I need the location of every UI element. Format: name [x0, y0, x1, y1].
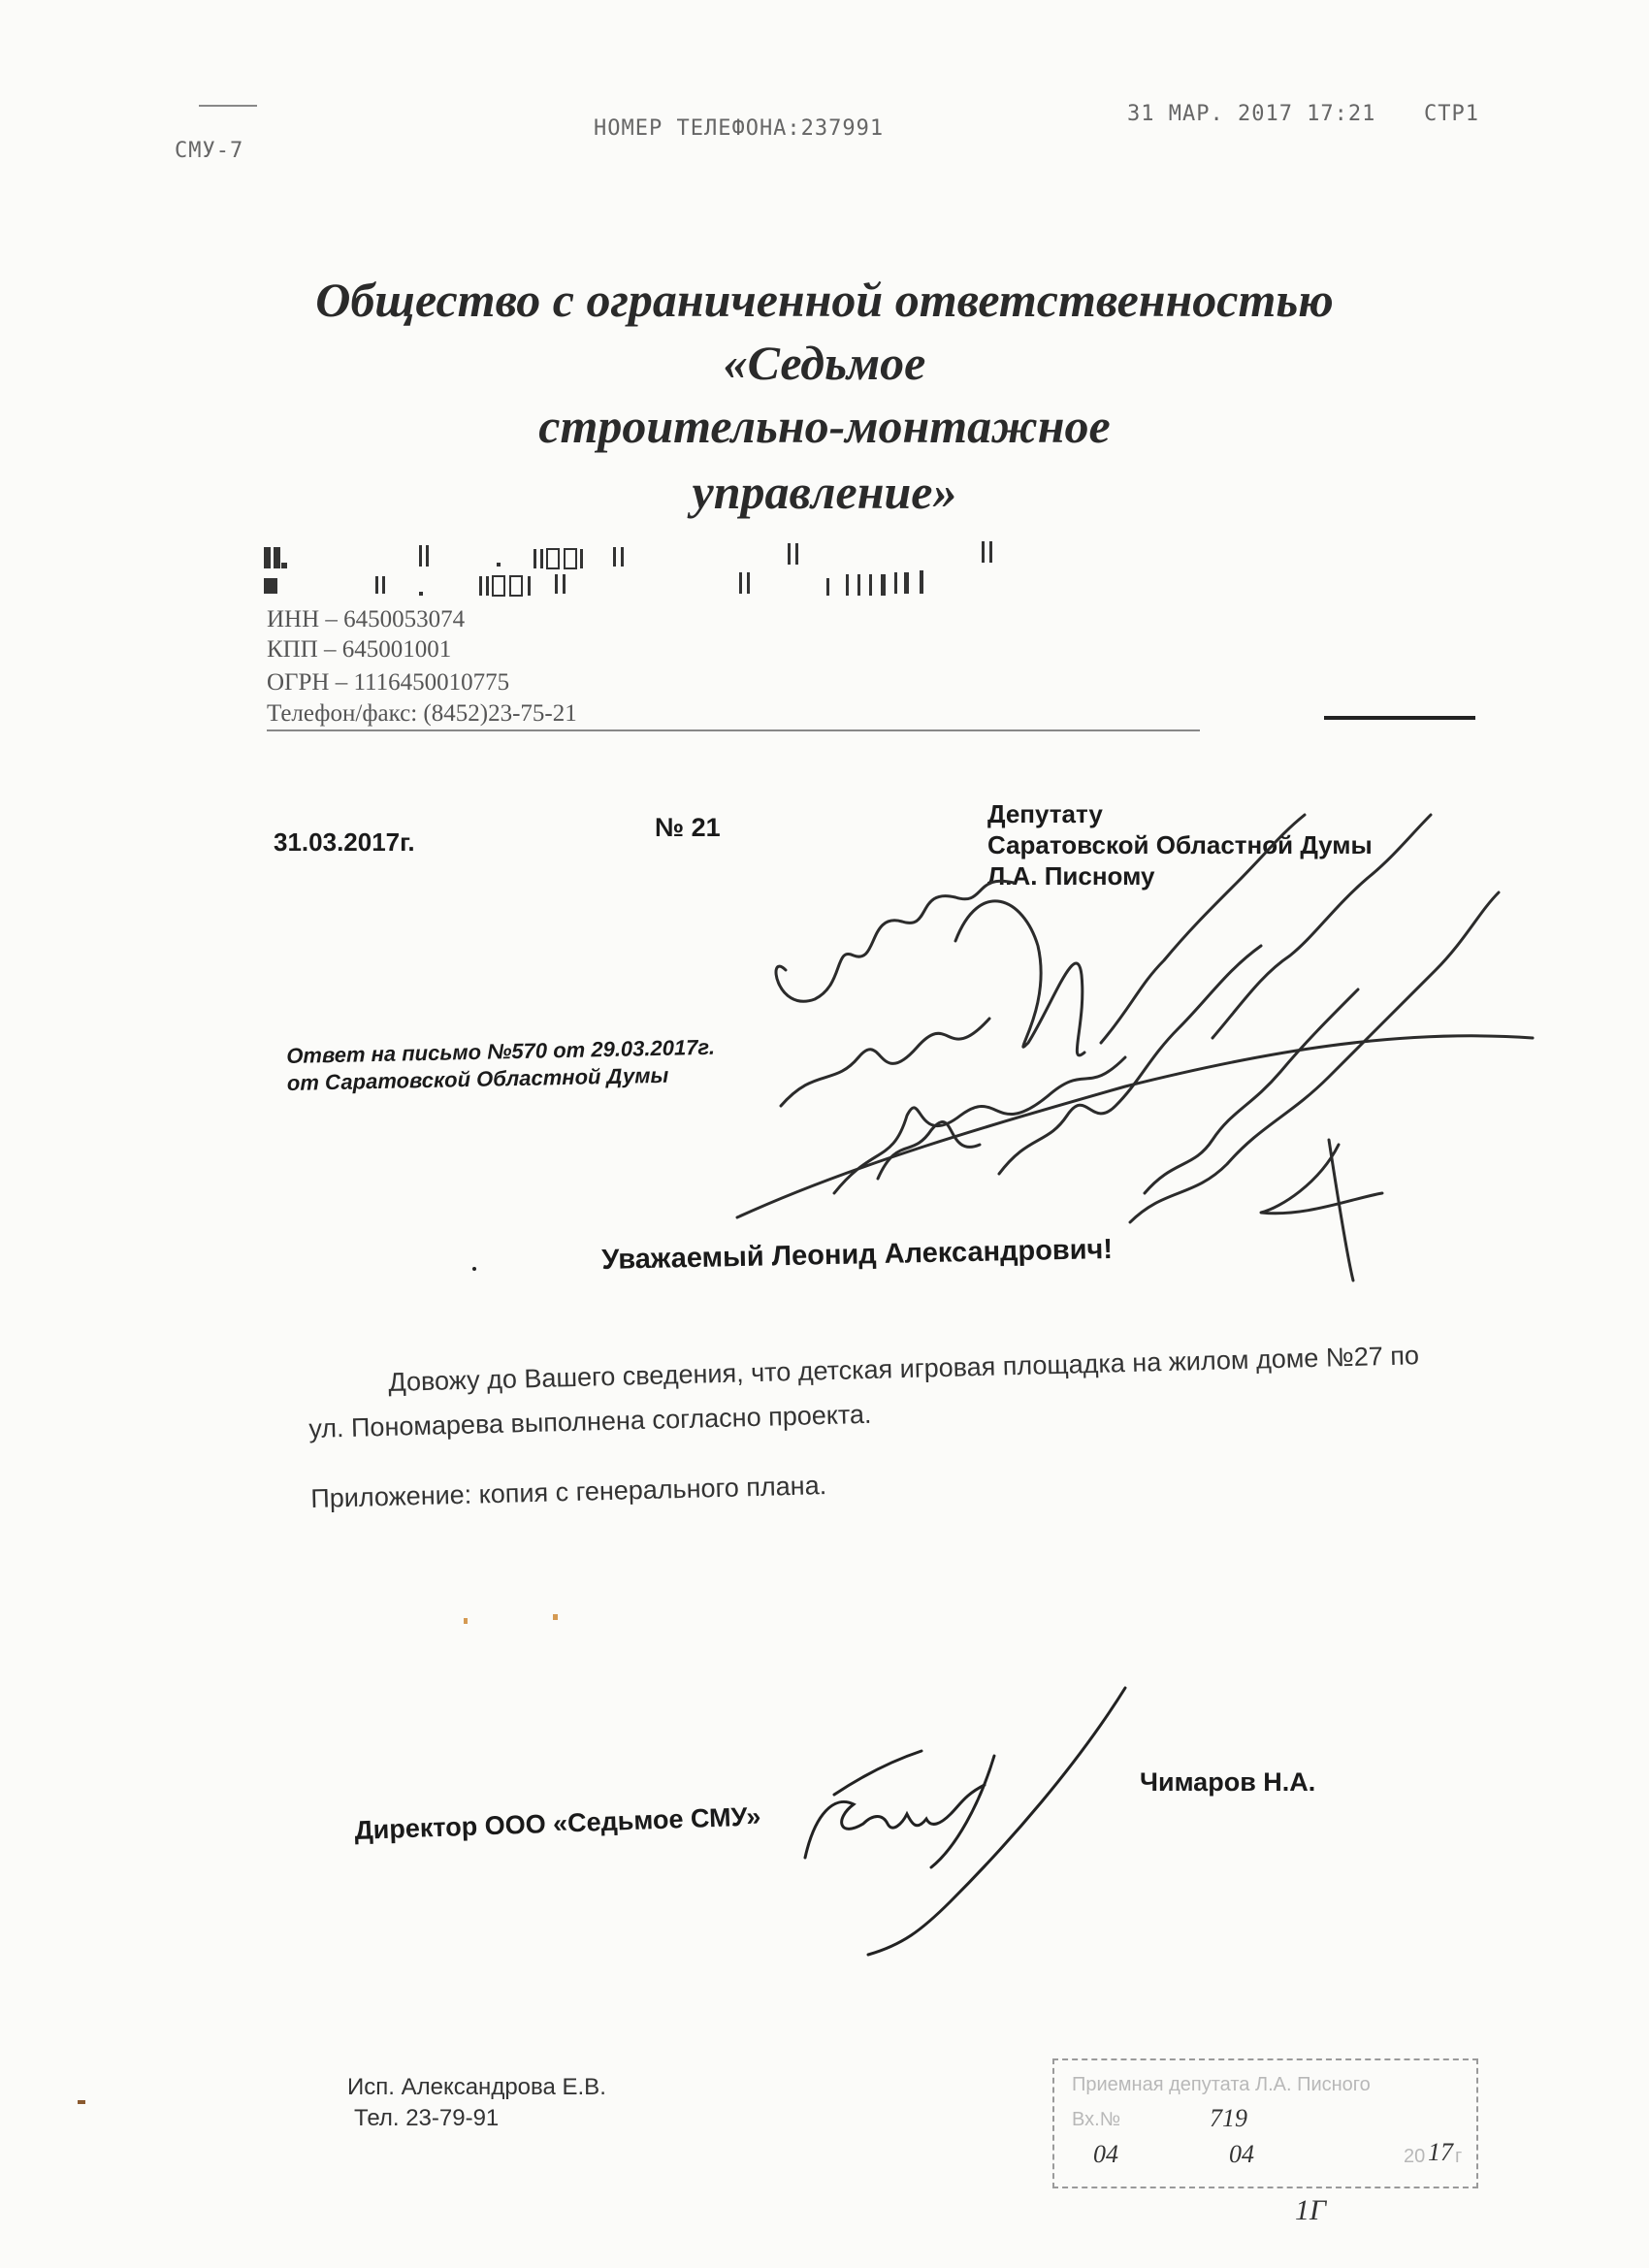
addressee-line3: Л.А. Писному: [987, 861, 1155, 891]
signature-graphic: [795, 1678, 1145, 1969]
reference-line2: от Саратовской Областной Думы: [286, 1062, 669, 1095]
letter-date: 31.03.2017г.: [274, 827, 415, 857]
letter-number: № 21: [655, 813, 721, 842]
stray-dot: [472, 1267, 476, 1271]
signer-name: Чимаров Н.А.: [1140, 1767, 1316, 1797]
org-name-line4: управление»: [692, 465, 957, 519]
page-mark: 1Г: [1295, 2194, 1327, 2226]
stamp-date-day: 04: [1093, 2140, 1118, 2168]
stamp-year-end: г: [1455, 2146, 1463, 2167]
salutation: Уважаемый Леонид Александрович!: [601, 1233, 1114, 1276]
addressee-line1: Депутату: [987, 799, 1103, 828]
executor: Исп. Александрова Е.В.: [347, 2074, 606, 2100]
reference-line1: Ответ на письмо №570 от 29.03.2017г.: [286, 1034, 716, 1068]
stamp-header: Приемная депутата Л.А. Писного: [1072, 2074, 1371, 2095]
executor-phone: Тел. 23-79-91: [354, 2105, 500, 2131]
attachment: Приложение: копия с генерального плана.: [310, 1471, 827, 1513]
stamp-year-prefix: 20: [1404, 2146, 1426, 2167]
scan-speck: [464, 1618, 468, 1624]
registration-stamp: [1052, 2058, 1478, 2188]
scan-speck: [78, 2100, 85, 2104]
fax-phone: НОМЕР ТЕЛЕФОНА:237991: [594, 116, 885, 141]
body-line1: Довожу до Вашего сведения, что детская игровая площадка на жилом доме №27 по: [388, 1341, 1420, 1397]
org-name-line2: «Седьмое: [723, 336, 926, 390]
kpp: КПП – 645001001: [267, 636, 452, 663]
fax-page: СТР1: [1424, 102, 1479, 126]
stamp-in-label: Вх.№: [1072, 2109, 1121, 2130]
inn: ИНН – 6450053074: [267, 606, 466, 632]
ogrn: ОГРН – 1116450010775: [267, 669, 510, 696]
signer-title: Директор ООО «Седьмое СМУ»: [354, 1801, 761, 1845]
stamp-date-month: 04: [1229, 2140, 1254, 2168]
stamp-year-suffix: 17: [1428, 2138, 1453, 2166]
stamp-in-number: 719: [1210, 2104, 1247, 2132]
letterhead-phone: Телефон/факс: (8452)23-75-21: [267, 700, 577, 727]
org-name-line1: Общество с ограниченной ответственностью: [315, 273, 1334, 327]
addressee-line2: Саратовской Областной Думы: [987, 830, 1373, 859]
fax-datetime: 31 МАР. 2017 17:21: [1127, 102, 1376, 126]
org-name-line3: строительно-монтажное: [538, 399, 1111, 453]
body-line2: ул. Пономарева выполнена согласно проекта.: [308, 1399, 872, 1443]
scan-speck: [553, 1614, 558, 1620]
fax-sender: СМУ-7: [175, 139, 244, 163]
